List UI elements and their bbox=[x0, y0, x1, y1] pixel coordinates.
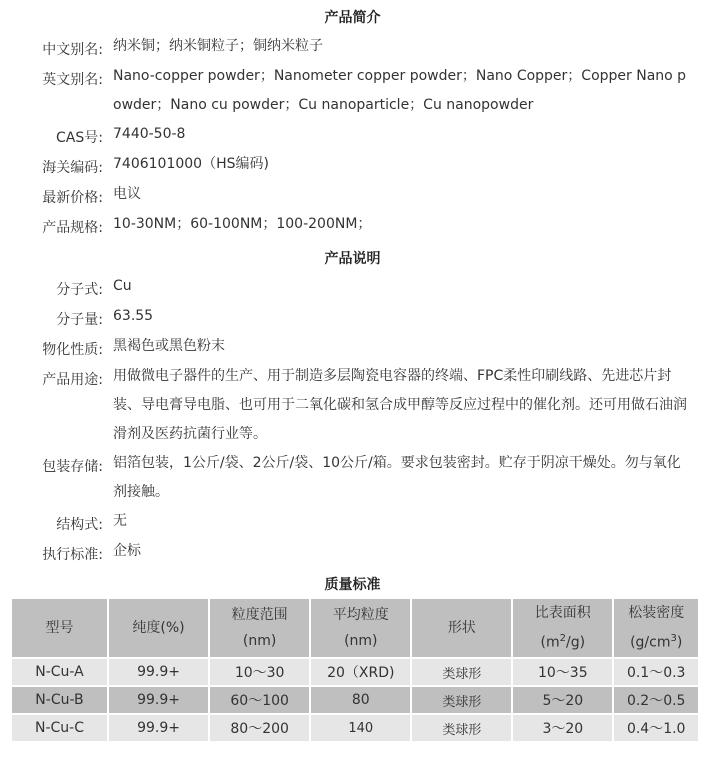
row-value: 黑褐色或黑色粉末 bbox=[113, 338, 225, 354]
header-model: 型号 bbox=[12, 599, 107, 657]
cell-shape: 类球形 bbox=[412, 715, 511, 741]
cell-model: N-Cu-A bbox=[12, 659, 107, 685]
row-label: 分子式: bbox=[56, 282, 103, 298]
row-label: 结构式: bbox=[56, 517, 103, 533]
header-size-range: 粒度范围 (nm) bbox=[210, 599, 309, 657]
cell-model: N-Cu-B bbox=[12, 687, 107, 713]
cell-size-range: 80～200 bbox=[210, 715, 309, 741]
cell-shape: 类球形 bbox=[412, 687, 511, 713]
cell-model: N-Cu-C bbox=[12, 715, 107, 741]
cell-avg-size: 20（XRD) bbox=[311, 659, 410, 685]
cell-bulk-density: 0.2～0.5 bbox=[614, 687, 698, 713]
row-label: 产品规格: bbox=[42, 220, 103, 236]
cell-surface-area: 10～35 bbox=[513, 659, 612, 685]
row-label: 执行标准: bbox=[42, 547, 103, 563]
row-label: 分子量: bbox=[56, 312, 103, 328]
row-value: 10-30NM；60-100NM；100-200NM； bbox=[113, 216, 372, 232]
row-value: 纳米铜；纳米铜粒子；铜纳米粒子 bbox=[113, 38, 323, 54]
section-title-quality: 质量标准 bbox=[324, 577, 381, 593]
row-value: 63.55 bbox=[113, 308, 154, 324]
table-row bbox=[12, 715, 698, 741]
header-shape: 形状 bbox=[412, 599, 511, 657]
row-label: 产品用途: bbox=[42, 372, 103, 388]
row-value: Cu bbox=[113, 278, 132, 294]
cell-surface-area: 5～20 bbox=[513, 687, 612, 713]
table-header-row bbox=[12, 599, 698, 657]
header-avg-size: 平均粒度 (nm) bbox=[311, 599, 410, 657]
row-label: 物化性质: bbox=[42, 342, 103, 358]
cell-avg-size: 140 bbox=[311, 715, 410, 741]
row-value: Nano-copper powder；Nanometer copper powder；Nano Copper；Copper Nano powder；Nano cu powder；Cu nanoparticle；Cu nanopowder bbox=[113, 68, 687, 113]
cell-bulk-density: 0.4～1.0 bbox=[614, 715, 698, 741]
row-value: 电议 bbox=[113, 186, 141, 202]
row-label: 英文别名: bbox=[42, 72, 103, 88]
header-bulk-density: 松装密度 $(g/cm^3)$ bbox=[614, 599, 698, 657]
row-label: CAS号: bbox=[56, 130, 103, 146]
row-value: 7440-50-8 bbox=[113, 126, 186, 142]
row-label: 海关编码: bbox=[42, 160, 103, 176]
cell-avg-size: 80 bbox=[311, 687, 410, 713]
quality-table bbox=[10, 597, 700, 743]
section-title-intro: 产品简介 bbox=[324, 10, 381, 26]
row-value: 用做微电子器件的生产、用于制造多层陶瓷电容器的终端、FPC柔性印刷线路、先进芯片封装、导电膏导电脂、也可用于二氧化碳和氢合成甲醇等反应过程中的催化剂。还可用做石油润滑剂及医药抗菌行业等。 bbox=[113, 368, 687, 442]
cell-bulk-density: 0.1～0.3 bbox=[614, 659, 698, 685]
header-purity: 纯度(%) bbox=[109, 599, 208, 657]
row-label: 最新价格: bbox=[42, 190, 103, 206]
table-row bbox=[12, 659, 698, 685]
row-label: 中文别名: bbox=[42, 42, 103, 58]
header-surface-area: 比表面积 $(m^2/g)$ bbox=[513, 599, 612, 657]
cell-surface-area: 3～20 bbox=[513, 715, 612, 741]
cell-shape: 类球形 bbox=[412, 659, 511, 685]
row-label: 包装存储: bbox=[42, 459, 103, 475]
section-title-description: 产品说明 bbox=[324, 251, 381, 267]
cell-purity: 99.9+ bbox=[109, 687, 208, 713]
row-value: 7406101000（HS编码) bbox=[113, 156, 269, 172]
table-row bbox=[12, 687, 698, 713]
cell-size-range: 60～100 bbox=[210, 687, 309, 713]
row-value: 铝箔包装，1公斤/袋、2公斤/袋、10公斤/箱。要求包装密封。贮存于阴凉干燥处。勿与氧化剂接触。 bbox=[113, 455, 681, 500]
cell-size-range: 10～30 bbox=[210, 659, 309, 685]
cell-purity: 99.9+ bbox=[109, 715, 208, 741]
row-value: 无 bbox=[113, 513, 127, 529]
row-value: 企标 bbox=[113, 543, 141, 559]
cell-purity: 99.9+ bbox=[109, 659, 208, 685]
